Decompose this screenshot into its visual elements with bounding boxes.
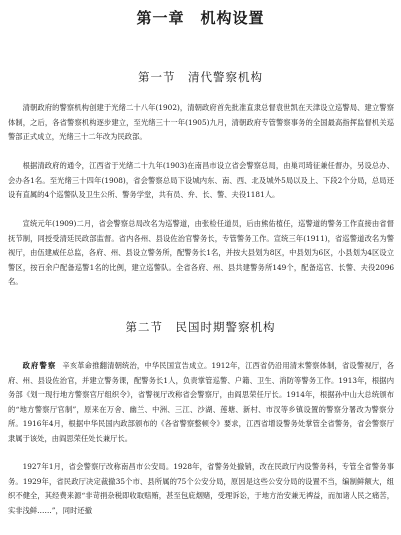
paragraph-qing-1: 清朝政府的警察机构创建于光绪二十八年(1902)，清朝政府首先批准直隶总督袁世凯在天津设立巡警局、建立警察体制，之后，各省警察机构逐步建立，至光绪三十一年(1905)九月，清朝政府专管警察事务的全国最高指挥监督机关巡警部正式成立，光绪三十二年改为民政部。 [8,103,394,142]
paragraph-republic-1-text: 辛亥革命推翻清朝统治，中华民国宣告成立。1912年，江西省仍沿用清末警察体制，省设警视厅，各府、州、县设佐治官，并建立警务课，配警务长1人，负责掌管巡警、户籍、卫生、消防等警务工作。1913年，根据内务部《划一现行地方警察官厅组织令》，省警视厅改称省会警察厅，由阎思荣任厅长。1914年，根据孙中山大总统颁布的“地方警察厅官制”，原来在万舍、幽兰、中洲、三江、沙湖、莲塘、新村、市汊等乡镇设置的警察分署改为警察分所。1916年4月，根据中华民国内政部颁布的《各省警察整顿令》要求，江西省增设警务处掌管全省警务，省会警察厅隶属于该处，由阎思荣任处长兼厅长。 [8,361,394,443]
paragraph-republic-2: 1927年1月，省会警察厅改称南昌市公安局。1928年，省警务处撤销，改在民政厅内设警务科，专管全省警务事务。1929年，省民政厅决定裁撤35个市、县所属的75个公安分局，原因是这些公安分局的设置不当，编制鲜额大，组织不健全，其经费来源“非苛捐杂税即收取赔贿，甚至包庇烟赌，受理诉讼，于地方治安兼无裨益，而加诸人民之痛苦，实非浅鲜……”，同时还撤 [8,462,394,515]
paragraph-qing-2: 根据清政府的通令，江西省于光绪二十九年(1903)在南昌市设立省会警察总局，由巢司琦征兼任督办，另设总办、会办各1名。至光绪三十四年(1908)，省会警察总局下设城内东、南、西、北及城外5局以及上、下段2个分局，总局还设有直属的4个巡警队及卫生公所、警务学堂，共有员、弁、长、警、夫役1181人。 [8,161,394,200]
paragraph-republic-1 [8,359,394,462]
paragraph-qing-3: 宣统元年(1909)二月，省会警察总局改名为巡警道，由张检任道员，后由熊佑植任，巡警道的警务工作直接由省督抚节制，同授受清廷民政部监督。省内各州、县设佐治官警务长，专管警务工作。宣统三年(1911)，省巡警道改名为警视厅，由伍建威任总监，各府、州、县设立警务所，配警务长1名，并按大县划为8区，中县划为6区，小县划为4区设立警区，按百余户配备巡警1名的比例，建立巡警队。全省各府、州、县共建警务所149个，配备巡官、长警、夫役2096名。 [8,219,394,287]
section-title-qing: 第一节 清代警察机构 [138,70,263,84]
chapter-title: 第一章 机构设置 [136,9,265,27]
section-title-republic: 第二节 民国时期警察机构 [125,320,276,334]
paragraph-lead-heading: 政府警察 [22,361,57,370]
